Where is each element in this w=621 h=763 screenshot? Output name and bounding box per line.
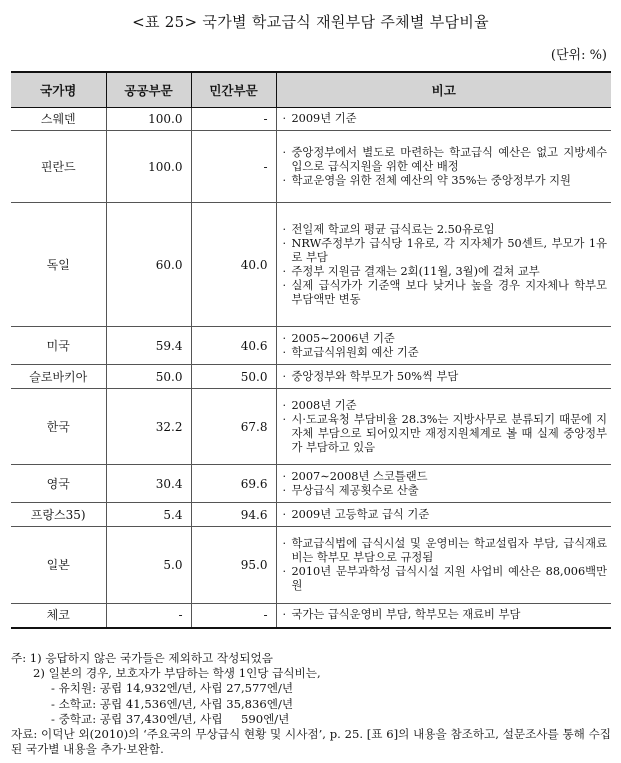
footnotes — [11, 651, 611, 757]
note-item: · 2010년 문부과학성 급식시설 지원 사업비 예산은 88,006백만원 — [282, 565, 607, 592]
country-cell: 체코 — [11, 604, 106, 628]
notes-cell — [276, 503, 611, 527]
header-row — [11, 72, 611, 108]
header-public: 공공부문 — [106, 72, 191, 108]
country-cell: 스웨덴 — [11, 108, 106, 131]
public-cell: 32.2 — [106, 389, 191, 465]
country-cell: 핀란드 — [11, 131, 106, 203]
note-item: · 실제 급식가가 기준액 보다 낮거나 높을 경우 지자체나 학부모 부담액만 변동 — [282, 278, 607, 306]
header-country: 국가명 — [11, 72, 106, 108]
table-row — [11, 604, 611, 628]
note-item: · 학교운영을 위한 전체 예산의 약 35%는 중앙정부가 지원 — [282, 173, 571, 187]
private-cell: - — [191, 108, 276, 131]
table-row — [11, 465, 611, 503]
header-private: 민간부문 — [191, 72, 276, 108]
note-item: · 2005∼2006년 기준 — [282, 331, 395, 345]
public-cell: 100.0 — [106, 131, 191, 203]
footnote-elementary: - 소학교: 공립 41,536엔/년, 사립 35,836엔/년 — [51, 696, 294, 711]
table-row — [11, 527, 611, 604]
table-row — [11, 327, 611, 365]
note-item: · 주정부 지원금 결재는 2회(11월, 3월)에 걸쳐 교부 — [282, 264, 540, 278]
private-cell: - — [191, 131, 276, 203]
note-item: · 2008년 기준 — [282, 398, 357, 412]
notes-cell — [276, 604, 611, 628]
table-row — [11, 203, 611, 327]
note-item: · 2009년 고등학교 급식 기준 — [282, 507, 430, 521]
notes-cell — [276, 131, 611, 203]
country-cell: 영국 — [11, 465, 106, 503]
table-row — [11, 131, 611, 203]
notes-cell — [276, 465, 611, 503]
country-cell: 슬로바키아 — [11, 365, 106, 389]
table-title: <표 25> 국가별 학교급식 재원부담 주체별 부담비율 — [132, 13, 489, 31]
private-cell: - — [191, 604, 276, 628]
header-notes: 비고 — [276, 72, 611, 108]
private-cell: 94.6 — [191, 503, 276, 527]
table-row — [11, 503, 611, 527]
public-cell: 5.0 — [106, 527, 191, 604]
private-cell: 40.0 — [191, 203, 276, 327]
public-cell: 100.0 — [106, 108, 191, 131]
notes-cell — [276, 365, 611, 389]
private-cell: 69.6 — [191, 465, 276, 503]
country-cell: 독일 — [11, 203, 106, 327]
note-item: · NRW주정부가 급식당 1유로, 각 지자체가 50센트, 부모가 1유로 부담 — [282, 236, 607, 264]
table-row — [11, 108, 611, 131]
unit-label: (단위: %) — [550, 48, 607, 63]
notes-cell — [276, 327, 611, 365]
private-cell: 50.0 — [191, 365, 276, 389]
note-item: · 학교급식법에 급식시설 및 운영비는 학교설립자 부담, 급식재료비는 학부모 부담으로 규정됨 — [282, 537, 607, 564]
notes-cell — [276, 527, 611, 604]
note-item: · 2007∼2008년 스코틀랜드 — [282, 469, 428, 483]
private-cell: 67.8 — [191, 389, 276, 465]
footnote-middle: - 중학교: 공립 37,430엔/년, 사립 590엔/년 — [51, 711, 290, 726]
note-item: · 무상급식 제공횟수로 산출 — [282, 483, 419, 497]
footnote-1: 주: 1) 응답하지 않은 국가들은 제외하고 작성되었음 — [11, 651, 273, 665]
private-cell: 95.0 — [191, 527, 276, 604]
country-cell: 프랑스35) — [11, 503, 106, 527]
note-item: · 중앙정부에서 별도로 마련하는 학교급식 예산은 없고 지방세수입으로 급식지원을 위한 예산 배정 — [282, 145, 607, 173]
public-cell: - — [106, 604, 191, 628]
note-item: · 전일제 학교의 평균 급식료는 2.50유로임 — [282, 222, 495, 236]
private-cell: 40.6 — [191, 327, 276, 365]
public-cell: 5.4 — [106, 503, 191, 527]
note-item: · 학교급식위원회 예산 기준 — [282, 345, 419, 359]
note-item: · 2009년 기준 — [282, 112, 357, 125]
public-cell: 60.0 — [106, 203, 191, 327]
footnote-kindergarten: - 유치원: 공립 14,932엔/년, 사립 27,577엔/년 — [51, 681, 294, 696]
notes-cell — [276, 389, 611, 465]
notes-cell — [276, 203, 611, 327]
public-cell: 30.4 — [106, 465, 191, 503]
burden-ratio-table — [11, 71, 611, 629]
notes-cell — [276, 108, 611, 131]
source-note: 자료: 이덕난 외(2010)의 ‘주요국의 무상급식 현황 및 시사점’, p. 25. [표 6]의 내용을 참조하고, 설문조사를 통해 수집된 국가별 내용을 추가·보완함. — [11, 727, 611, 757]
table-row — [11, 365, 611, 389]
country-cell: 일본 — [11, 527, 106, 604]
note-item: · 국가는 급식운영비 부담, 학부모는 재료비 부담 — [282, 608, 521, 622]
public-cell: 50.0 — [106, 365, 191, 389]
note-item: · 중앙정부와 학부모가 50%씩 부담 — [282, 369, 459, 383]
country-cell: 미국 — [11, 327, 106, 365]
public-cell: 59.4 — [106, 327, 191, 365]
note-item: · 시·도교육청 부담비율 28.3%는 지방사무로 분류되기 때문에 지자체 부담으로 되어있지만 재정지원체계로 볼 때 실제 중앙정부가 부담하고 있음 — [282, 412, 607, 454]
table-row — [11, 389, 611, 465]
footnote-2: 2) 일본의 경우, 보호자가 부담하는 학생 1인당 급식비는, — [33, 666, 321, 681]
country-cell: 한국 — [11, 389, 106, 465]
